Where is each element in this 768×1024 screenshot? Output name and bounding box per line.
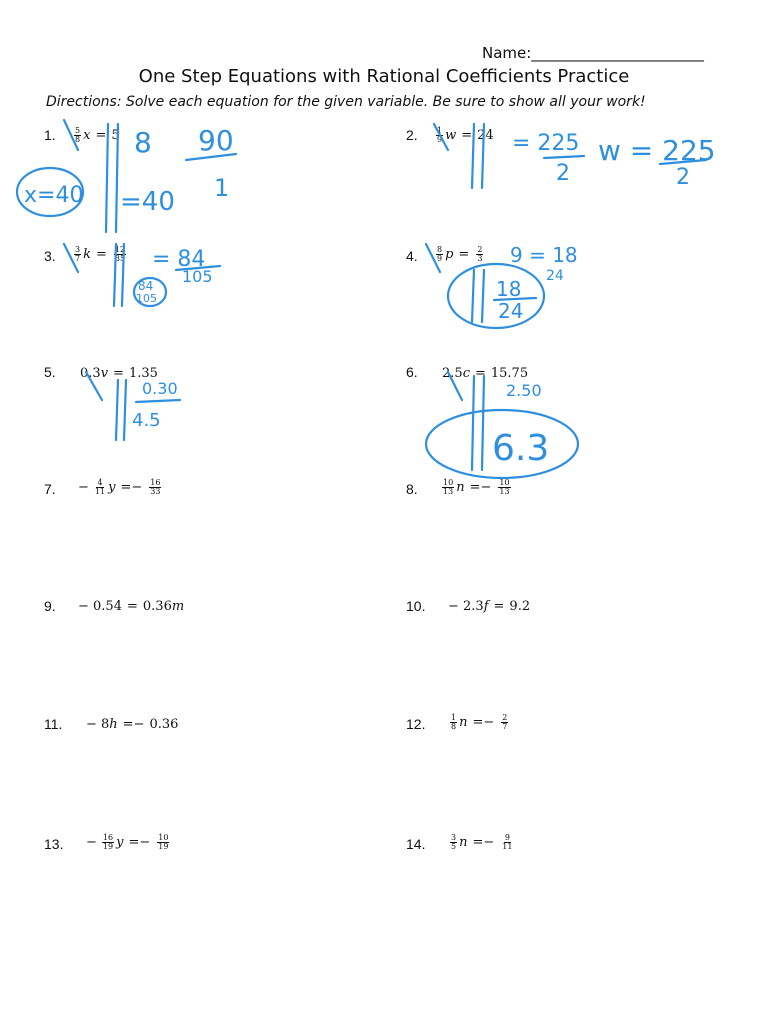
problem-8-equation	[440, 479, 513, 497]
problem-12-number: 12.	[406, 716, 426, 732]
p5-bar2	[124, 380, 126, 440]
p5-ans: 4.5	[132, 410, 161, 431]
problem-2-number: 2.	[406, 127, 418, 143]
rhs: 9.2	[509, 599, 531, 614]
problem-3-number: 3.	[44, 248, 56, 264]
problem-11-equation	[86, 717, 178, 732]
problem-14-equation	[448, 834, 515, 852]
p4-bar1	[472, 270, 474, 322]
p6-bar1	[472, 376, 474, 470]
p4-den: 24	[546, 268, 564, 284]
coefficient: 0.36	[142, 599, 172, 614]
directions-text: Directions: Solve each equation for the given variable. Be sure to show all your work!	[46, 94, 646, 110]
rhs: 5	[111, 128, 120, 144]
coefficient: − 8	[86, 717, 110, 732]
variable: f	[483, 599, 489, 614]
coefficient-fraction: $\frac{3}{5}$	[451, 833, 457, 852]
p1-work: 8	[134, 126, 152, 159]
equals-sign: =−	[469, 480, 492, 496]
p2-den: 2	[556, 161, 570, 186]
variable: w	[445, 128, 457, 144]
name-label: Name:	[482, 44, 532, 62]
p2-frac-bar	[544, 156, 584, 158]
sign: −	[86, 835, 97, 851]
problem-12-equation	[448, 714, 510, 732]
problem-1-number: 1.	[44, 127, 56, 143]
p3-den: 105	[182, 267, 213, 286]
p3-circle	[134, 278, 166, 306]
p4-work: 9 = 18	[510, 243, 578, 267]
problem-1-equation: $\frac{5}{8}$ x = 5	[75, 126, 120, 145]
rhs-fraction: $\frac{10}{13}$	[499, 478, 510, 497]
p2-answer: w = 225	[598, 134, 716, 167]
p5-bar1	[116, 380, 118, 440]
variable: n	[459, 715, 468, 731]
problem-2-equation: $\frac{1}{9}$ w = 24	[437, 126, 494, 145]
problem-9-equation: − 0.54 = 0.36 m	[78, 599, 185, 614]
problem-9-number: 9.	[44, 598, 56, 614]
p3-ans: 84	[138, 279, 154, 293]
problem-10-equation: − 2.3 f = 9.2	[448, 599, 531, 614]
coefficient-fraction: $\frac{10}{13}$	[443, 478, 454, 497]
variable: y	[116, 835, 124, 851]
problem-7-number: 7.	[44, 481, 56, 497]
variable: y	[108, 480, 116, 496]
equals-sign: =−	[122, 717, 145, 732]
rhs: 15.75	[490, 366, 529, 381]
rhs-fraction: $\frac{9}{11}$	[502, 833, 513, 852]
equals-sign: =−	[120, 480, 143, 496]
coefficient-fraction: $\frac{1}{9}$	[437, 126, 443, 145]
p5-work: 0.30	[142, 379, 178, 398]
problem-5-equation: 0.3 v = 1.35	[80, 366, 158, 381]
variable: k	[83, 247, 91, 263]
p6-work: 2.50	[506, 381, 542, 400]
rhs-fraction: $\frac{2}{3}$	[477, 245, 483, 264]
p2-work: = 225	[512, 131, 580, 156]
problem-5-number: 5.	[44, 364, 56, 380]
name-blank: _______________________	[531, 44, 704, 62]
p1-under: 1	[214, 174, 230, 202]
equals-sign: =−	[472, 835, 495, 851]
coefficient-fraction: $\frac{1}{8}$	[451, 713, 457, 732]
p4-ans-bar	[494, 298, 536, 300]
variable: n	[459, 835, 468, 851]
name-field	[482, 44, 704, 62]
p1-answer-bar	[186, 154, 236, 160]
sign: −	[78, 480, 89, 496]
problem-11-number: 11.	[44, 716, 63, 732]
problem-4-number: 4.	[406, 248, 418, 264]
problem-6-equation: 2.5 c = 15.75	[442, 366, 529, 381]
problem-14-number: 14.	[406, 836, 426, 852]
p6-bar2	[482, 376, 484, 470]
variable: h	[109, 717, 118, 732]
p2-ans-den: 2	[676, 165, 690, 190]
rhs: 1.35	[128, 366, 158, 381]
problem-3-equation: $\frac{3}{7}$ k = $\frac{12}{35}$	[75, 245, 126, 264]
problem-4-equation: $\frac{8}{9}$ p = $\frac{2}{3}$	[437, 245, 483, 264]
coefficient-fraction: $\frac{16}{19}$	[102, 833, 114, 852]
p6-circle	[426, 410, 578, 478]
p6-ans: 6.3	[492, 428, 550, 469]
rhs-fraction: $\frac{16}{33}$	[150, 478, 161, 497]
p1-boxed: x=40	[24, 183, 84, 208]
equals-sign: =−	[472, 715, 495, 731]
variable: p	[445, 247, 454, 263]
p1-circle	[17, 168, 83, 216]
coefficient-fraction: $\frac{4}{11}$	[94, 478, 106, 497]
variable: c	[462, 366, 470, 381]
p3-ans-den: 105	[136, 292, 157, 305]
rhs: 0.36	[149, 717, 179, 732]
rhs-fraction: $\frac{10}{19}$	[158, 833, 169, 852]
problem-13-number: 13.	[44, 836, 64, 852]
variable: x	[83, 128, 91, 144]
rhs-fraction: $\frac{2}{7}$	[502, 713, 508, 732]
p1-mid: =40	[120, 187, 175, 217]
problem-6-number: 6.	[406, 364, 418, 380]
coefficient-fraction: $\frac{5}{8}$	[75, 126, 81, 145]
rhs: 24	[477, 128, 494, 144]
p1-answer: 90	[198, 124, 234, 157]
p2-answer-bar	[660, 160, 706, 164]
worksheet-title: One Step Equations with Rational Coefficients Practice	[138, 66, 630, 87]
variable: m	[171, 599, 185, 614]
coefficient-fraction: $\frac{8}{9}$	[437, 245, 443, 264]
problem-10-number: 10.	[406, 598, 426, 614]
p3-frac-bar	[176, 266, 220, 270]
coefficient: 0.3	[80, 366, 101, 381]
equals-sign: =−	[128, 835, 151, 851]
p4-ans: 18	[496, 277, 522, 301]
lhs: − 0.54	[78, 599, 122, 614]
variable: n	[456, 480, 465, 496]
p5-bar3	[136, 400, 180, 402]
p3-work: = 84	[152, 247, 206, 272]
rhs-fraction: $\frac{12}{35}$	[114, 245, 126, 264]
p4-circle	[448, 264, 544, 328]
p4-bar2	[482, 270, 484, 322]
variable: v	[100, 366, 109, 381]
problem-7-equation	[78, 479, 163, 497]
coefficient-fraction: $\frac{3}{7}$	[75, 245, 81, 264]
coefficient: 2.5	[442, 366, 463, 381]
coefficient: − 2.3	[448, 599, 484, 614]
problem-13-equation	[86, 834, 171, 852]
problem-8-number: 8.	[406, 481, 418, 497]
p4-ans-den: 24	[498, 299, 524, 323]
